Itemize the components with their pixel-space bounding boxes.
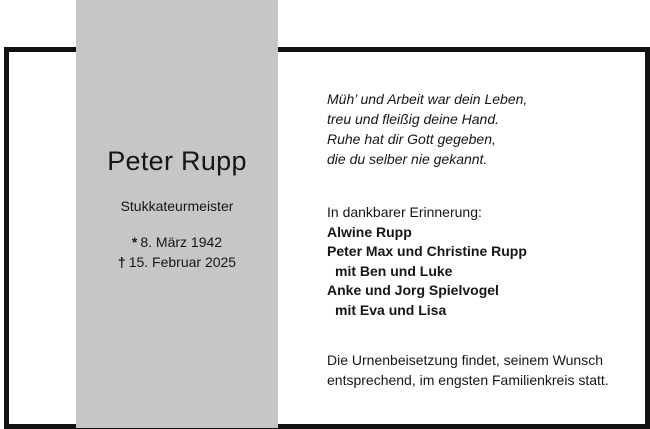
- mourners-intro: In dankbarer Erinnerung:: [327, 204, 482, 220]
- death-cross-icon: †: [117, 254, 126, 270]
- poem-line: treu und fleißig deine Hand.: [327, 111, 499, 127]
- mourner-line: Alwine Rupp: [327, 223, 412, 240]
- life-dates: [76, 232, 278, 272]
- deceased-name: Peter Rupp: [107, 146, 247, 176]
- name-panel: [76, 0, 278, 428]
- deceased-profession: Stukkateurmeister: [120, 198, 234, 214]
- memorial-poem: [327, 89, 527, 169]
- burial-notice: [327, 350, 609, 390]
- death-line: [76, 252, 278, 272]
- mourner-line: mit Eva und Lisa: [335, 301, 447, 318]
- mourner-line: mit Ben und Luke: [335, 262, 453, 279]
- birth-date: 8. März 1942: [140, 234, 223, 250]
- death-date: 15. Februar 2025: [128, 254, 237, 270]
- mourners-block: [327, 203, 527, 320]
- poem-line: Müh’ und Arbeit war dein Leben,: [327, 91, 528, 107]
- notice-line: entsprechend, im engsten Familienkreis statt.: [327, 372, 609, 388]
- notice-line: Die Urnenbeisetzung findet, seinem Wunsch: [327, 352, 604, 368]
- mourner-line: Anke und Jorg Spielvogel: [327, 282, 499, 298]
- birth-line: [76, 232, 278, 252]
- mourner-line: Peter Max und Christine Rupp: [327, 243, 527, 259]
- birth-star-icon: *: [131, 234, 138, 250]
- poem-line: die du selber nie gekannt.: [327, 151, 488, 167]
- poem-line: Ruhe hat dir Gott gegeben,: [327, 131, 496, 147]
